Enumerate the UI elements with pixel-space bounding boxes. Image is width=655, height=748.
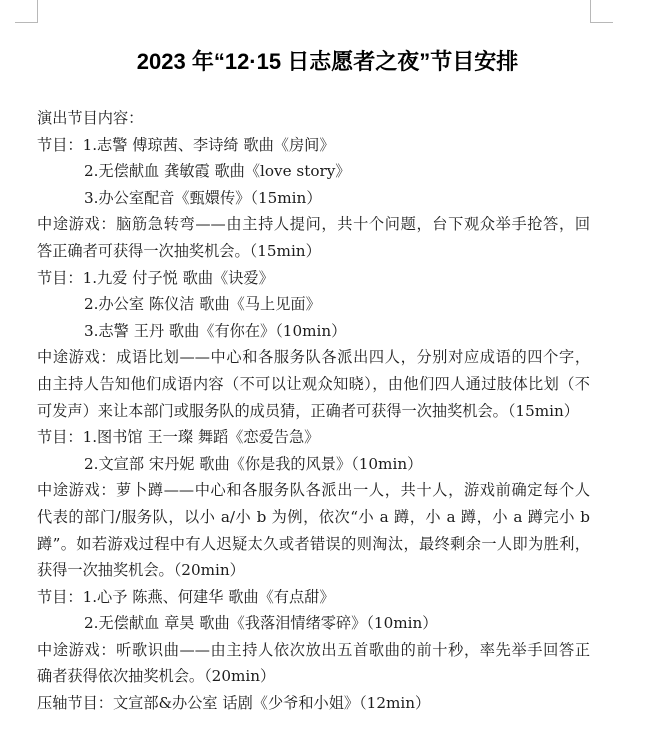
crop-mark-top-right-horizontal (590, 22, 613, 23)
game-text-line: 获得一次抽奖机会。（20min） (37, 561, 245, 580)
program-line (37, 584, 590, 611)
intro-label: 演出节目内容： (37, 109, 144, 127)
program-item: 1.心予 陈燕、何建华 歌曲《有点甜》 (82, 587, 335, 606)
program-block (37, 265, 590, 345)
program-item: 1.九爱 付子悦 歌曲《诀爱》 (82, 268, 274, 287)
game-text-line: 可发声）来让本部门或服务队的成员猜，正确者可获得一次抽奖机会。（15min） (37, 401, 579, 420)
game-block (37, 637, 590, 690)
game-block (37, 477, 590, 583)
program-item: 1.图书馆 王一璨 舞蹈《恋爱告急》 (82, 428, 320, 447)
program-item: 3.办公室配音《甄嬛传》（15min） (84, 188, 322, 207)
game-text-line: 确者获得依次抽奖机会。（20min） (37, 667, 276, 686)
program-item: 3.志警 王丹 歌曲《有你在》（10min） (84, 321, 347, 340)
game-text-line: 中途游戏：脑筋急转弯——由主持人提问，共十个问题，台下观众举手抢答，回 (37, 215, 590, 234)
crop-mark-top-left-vertical (37, 0, 38, 23)
game-text-line: 中途游戏：萝卜蹲——中心和各服务队各派出一人，共十人，游戏前确定每个人 (37, 481, 590, 500)
program-line (37, 424, 590, 451)
program-item: 1.志警 傅琼茜、李诗绮 歌曲《房间》 (82, 135, 335, 154)
game-text-line: 由主持人告知他们成语内容（不可以让观众知晓），由他们四人通过肢体比划（不 (37, 374, 590, 393)
finale-block (37, 690, 590, 717)
game-text-line: 中途游戏：听歌识曲——由主持人依次放出五首歌曲的前十秒，率先举手回答正 (37, 640, 590, 659)
game-text-line: 答正确者可获得一次抽奖机会。（15min） (37, 241, 321, 260)
program-line (37, 265, 590, 292)
finale-line: 压轴节目：文宣部&办公室 话剧《少爷和小姐》（12min） (37, 694, 431, 713)
program-line (37, 132, 590, 159)
program-item: 2.文宣部 宋丹妮 歌曲《你是我的风景》（10min） (84, 454, 423, 473)
program-label: 节目： (37, 135, 83, 154)
program-label: 节目： (37, 268, 83, 287)
program-block (37, 424, 590, 477)
program-item: 2.无偿献血 章昊 歌曲《我落泪情绪零碎》（10min） (84, 614, 438, 633)
crop-mark-top-left-horizontal (15, 22, 38, 23)
crop-mark-top-right-vertical (590, 0, 591, 23)
game-text-line: 蹲”。如若游戏过程中有人迟疑太久或者错误的则淘汰，最终剩余一人即为胜利， (37, 534, 590, 553)
document-body (37, 105, 590, 717)
game-block (37, 211, 590, 264)
game-block (37, 344, 590, 424)
document-title: 2023 年“12·15 日志愿者之夜”节目安排 (136, 49, 519, 74)
program-item: 2.办公室 陈仪洁 歌曲《马上见面》 (84, 295, 321, 314)
program-label: 节目： (37, 428, 83, 447)
game-text-line: 中途游戏：成语比划——中心和各服务队各派出四人，分别对应成语的四个字， (37, 348, 590, 367)
program-block (37, 584, 590, 637)
program-label: 节目： (37, 587, 83, 606)
program-item: 2.无偿献血 龚敏霞 歌曲《love story》 (84, 162, 351, 181)
program-block (37, 132, 590, 212)
game-text-line: 代表的部门/服务队，以小 a/小 b 为例，依次“小 a 蹲，小 a 蹲，小 a 蹲完小 b (37, 507, 590, 526)
